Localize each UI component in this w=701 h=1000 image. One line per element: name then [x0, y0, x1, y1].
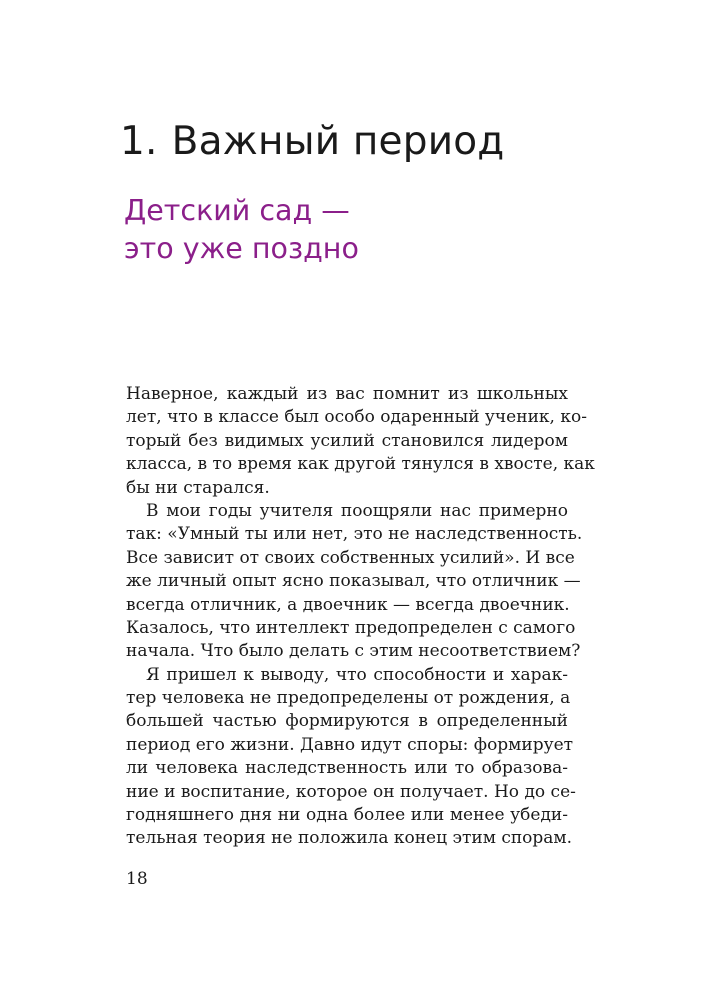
text-line: начала. Что было делать с этим несоответствием?	[126, 641, 581, 662]
subtitle-line-2: это уже поздно	[124, 232, 359, 265]
text-line: лет, что в классе был особо одаренный ученик, ко-	[126, 407, 587, 428]
text-line: тер человека не предопределены от рождения, а	[126, 688, 571, 709]
page-number: 18	[126, 869, 148, 889]
text-line: всегда отличник, а двоечник — всегда двоечник.	[126, 594, 570, 615]
text-line: Я пришел к выводу, что способности и харак-	[146, 664, 568, 685]
text-line: период его жизни. Давно идут споры: формирует	[126, 734, 574, 755]
chapter-number: 1.	[120, 119, 158, 164]
text-line: бы ни старался.	[126, 477, 270, 498]
chapter-title	[120, 116, 504, 168]
text-line: годняшнего дня ни одна более или менее убеди-	[126, 805, 568, 826]
subtitle-line-1: Детский сад —	[124, 194, 350, 227]
text-line: Все зависит от своих собственных усилий». И все	[126, 547, 575, 568]
text-line: класса, в то время как другой тянулся в хвосте, как	[126, 454, 595, 475]
text-line: торый без видимых усилий становился лидером	[126, 430, 568, 451]
text-line: так: «Умный ты или нет, это не наследственность.	[126, 524, 583, 545]
text-line: Казалось, что интеллект предопределен с самого	[126, 617, 576, 638]
text-line: же личный опыт ясно показывал, что отличник —	[126, 571, 581, 592]
text-line: большей частью формируются в определенный	[126, 711, 568, 732]
text-line: тельная теория не положила конец этим спорам.	[126, 828, 573, 849]
text-line: ли человека наследственность или то образова-	[126, 758, 568, 779]
text-line: В мои годы учителя поощряли нас примерно	[146, 500, 568, 521]
text-line: ние и воспитание, которое он получает. Но до се-	[126, 781, 576, 802]
body-text	[126, 383, 595, 851]
text-line: Наверное, каждый из вас помнит из школьных	[126, 384, 568, 404]
chapter-title-text: Важный период	[171, 119, 505, 164]
section-subtitle	[124, 192, 359, 268]
